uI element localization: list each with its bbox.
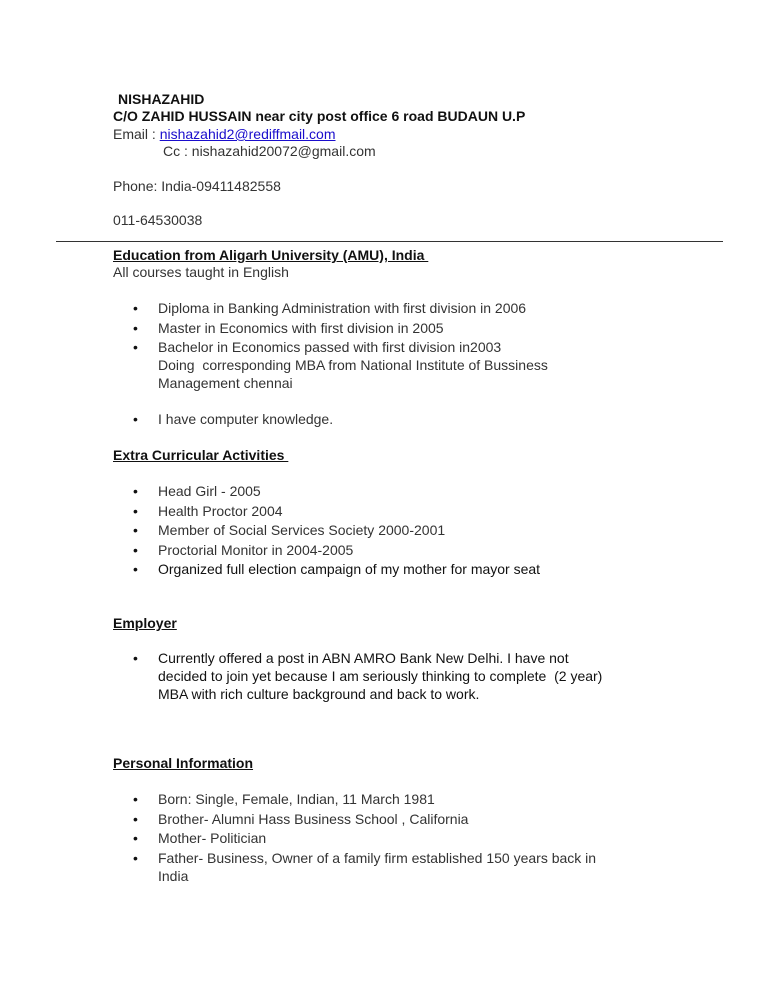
father-line-1: • Father- Business, Owner of a family firm established 150 years back in <box>158 849 597 866</box>
education-list <box>113 299 673 394</box>
extra-curricular-heading: Extra Curricular Activities <box>113 447 289 463</box>
email-line <box>113 126 336 143</box>
resume-name: NISHAZAHID <box>118 91 205 107</box>
cc-email: Cc : nishazahid20072@gmail.com <box>163 143 376 159</box>
list-item: • Head Girl - 2005 <box>113 482 673 500</box>
education-heading: Education from Aligarh University (AMU), India <box>113 247 429 263</box>
list-item: • Proctorial Monitor in 2004-2005 <box>113 541 673 559</box>
personal-info-list <box>113 790 673 886</box>
list-item <box>113 849 673 885</box>
address: C/O ZAHID HUSSAIN near city post office 6 road BUDAUN U.P <box>113 108 526 124</box>
mba-line-2: Management chennai <box>158 375 293 391</box>
list-item: • Organized full election campaign of my mother for mayor seat <box>113 560 673 578</box>
list-item: • Brother- Alumni Hass Business School , California <box>113 810 673 828</box>
education-intro: All courses taught in English <box>113 264 289 280</box>
father-line-2: India <box>158 867 189 884</box>
employer-heading: Employer <box>113 615 177 631</box>
list-item <box>113 649 673 703</box>
mba-line-1: Doing corresponding MBA from National Institute of Bussiness <box>158 357 548 373</box>
list-item: • Born: Single, Female, Indian, 11 March 1981 <box>113 790 673 808</box>
education-list-extra <box>113 410 673 430</box>
list-item: • Diploma in Banking Administration with first division in 2006 <box>113 299 673 317</box>
employer-line-1: • Currently offered a post in ABN AMRO Bank New Delhi. I have not <box>158 650 569 666</box>
list-item-text: • Bachelor in Economics passed with first division in2003 <box>158 339 502 355</box>
list-item: • Health Proctor 2004 <box>113 502 673 520</box>
employer-line-3: MBA with rich culture background and back to work. <box>158 686 480 702</box>
phone: Phone: India-09411482558 <box>113 178 281 194</box>
list-item: • Master in Economics with first division in 2005 <box>113 319 673 337</box>
employer-list <box>113 649 673 705</box>
list-item: • I have computer knowledge. <box>113 410 673 428</box>
divider <box>56 241 723 242</box>
employer-line-2: decided to join yet because I am seriously thinking to complete (2 year) <box>158 668 603 684</box>
email-label: Email : <box>113 126 160 142</box>
extra-curricular-list <box>113 482 673 580</box>
phone-secondary: 011-64530038 <box>113 212 203 228</box>
list-item: • Mother- Politician <box>113 829 673 847</box>
list-item: • Member of Social Services Society 2000-2001 <box>113 521 673 539</box>
list-item <box>113 338 673 392</box>
personal-info-heading: Personal Information <box>113 755 254 771</box>
email-link[interactable]: nishazahid2@rediffmail.com <box>159 126 336 142</box>
